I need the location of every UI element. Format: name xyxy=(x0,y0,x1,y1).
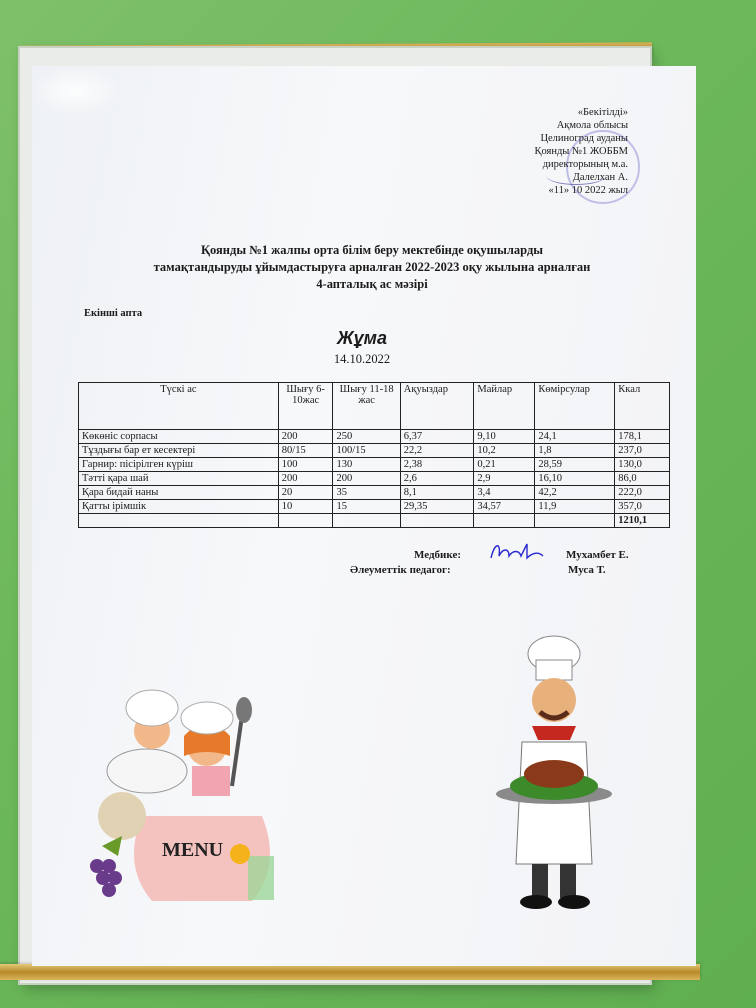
heading-line: тамақтандыруды ұйымдастыруға арналған 2022-2023 оқу жылына арналған xyxy=(153,260,591,274)
table-cell: 130 xyxy=(333,458,400,472)
table-cell: 42,2 xyxy=(535,486,615,500)
table-cell: 200 xyxy=(278,472,333,486)
document-heading xyxy=(92,242,652,293)
table-cell: 357,0 xyxy=(615,500,670,514)
column-header: Түскі ас xyxy=(79,383,279,430)
heading-line: Қоянды №1 жалпы орта білім беру мектебінде оқушыларды xyxy=(200,243,544,257)
table-cell: 100 xyxy=(278,458,333,472)
table-row xyxy=(79,472,670,486)
table-cell: 2,6 xyxy=(400,472,474,486)
nurse-signature-icon xyxy=(487,540,547,562)
approval-line: «11» 10 2022 жыл xyxy=(548,185,628,196)
column-header: Шығу 11-18 жас xyxy=(333,383,400,430)
table-cell: 130,0 xyxy=(615,458,670,472)
table-cell: 178,1 xyxy=(615,430,670,444)
approval-line: Целиноград ауданы xyxy=(540,133,628,144)
table-row xyxy=(79,430,670,444)
table-row xyxy=(79,500,670,514)
table-cell: 0,21 xyxy=(474,458,535,472)
table-cell: 6,37 xyxy=(400,430,474,444)
approval-block xyxy=(534,106,628,197)
approval-line: Далелхан А. xyxy=(572,172,628,183)
table-cell: Көкөніс сорпасы xyxy=(79,430,279,444)
kids-chef-menu-icon xyxy=(82,676,282,906)
table-cell: 80/15 xyxy=(278,444,333,458)
menu-illustration-text: MENU xyxy=(162,839,224,861)
chef-illustration-icon xyxy=(492,634,622,914)
week-label: Екінші апта xyxy=(84,308,143,319)
day-title: Жұма xyxy=(336,328,388,348)
table-cell: 10 xyxy=(278,500,333,514)
menu-sheet xyxy=(32,66,696,966)
table-cell: Тәтті қара шай xyxy=(79,472,279,486)
table-cell: 1,8 xyxy=(535,444,615,458)
table-cell: 200 xyxy=(278,430,333,444)
table-row xyxy=(79,458,670,472)
table-cell: 2,9 xyxy=(474,472,535,486)
approval-line: Қоянды №1 ЖОББМ xyxy=(534,146,628,157)
table-cell: 2,38 xyxy=(400,458,474,472)
table-cell: 200 xyxy=(333,472,400,486)
table-cell: 15 xyxy=(333,500,400,514)
table-cell: 222,0 xyxy=(615,486,670,500)
column-header: Ккал xyxy=(615,383,670,430)
table-cell: 250 xyxy=(333,430,400,444)
table-total-row xyxy=(79,514,670,528)
table-cell: Қара бидай наны xyxy=(79,486,279,500)
glass-glare xyxy=(30,66,120,116)
menu-date: 14.10.2022 xyxy=(333,352,391,366)
column-header: Ақуыздар xyxy=(400,383,474,430)
table-cell: 20 xyxy=(278,486,333,500)
column-header: Шығу 6-10жас xyxy=(278,383,333,430)
table-cell: 237,0 xyxy=(615,444,670,458)
menu-table xyxy=(78,382,670,528)
table-cell: 100/15 xyxy=(333,444,400,458)
table-cell: 3,4 xyxy=(474,486,535,500)
pedagogue-name: Муса Т. xyxy=(568,564,606,576)
column-header: Көмірсулар xyxy=(535,383,615,430)
table-cell: 11,9 xyxy=(535,500,615,514)
table-cell: 22,2 xyxy=(400,444,474,458)
heading-line: 4-апталық ас мәзірі xyxy=(316,277,428,291)
table-cell: 86,0 xyxy=(615,472,670,486)
nurse-name: Мухамбет Е. xyxy=(566,549,629,561)
nurse-label: Медбике: xyxy=(414,549,461,561)
table-cell: 29,35 xyxy=(400,500,474,514)
table-cell: Тұздығы бар ет кесектері xyxy=(79,444,279,458)
table-cell: 10,2 xyxy=(474,444,535,458)
frame-bottom-bar xyxy=(0,964,700,980)
approval-line: директорының м.а. xyxy=(542,159,628,170)
table-cell: Қатты ірімшік xyxy=(79,500,279,514)
table-cell: 28,59 xyxy=(535,458,615,472)
table-cell: 34,57 xyxy=(474,500,535,514)
table-cell: 9,10 xyxy=(474,430,535,444)
table-cell: 24,1 xyxy=(535,430,615,444)
table-row xyxy=(79,444,670,458)
approval-line: Ақмола облысы xyxy=(556,120,628,131)
total-kcal: 1210,1 xyxy=(615,514,670,528)
table-cell: 16,10 xyxy=(535,472,615,486)
pedagogue-label: Әлеуметтік педагог: xyxy=(350,564,451,576)
table-row xyxy=(79,486,670,500)
table-header-row xyxy=(79,383,670,430)
column-header: Майлар xyxy=(474,383,535,430)
table-cell: Гарнир: пісірілген күріш xyxy=(79,458,279,472)
approval-line: «Бекітілді» xyxy=(577,107,628,118)
table-cell: 35 xyxy=(333,486,400,500)
table-cell: 8,1 xyxy=(400,486,474,500)
